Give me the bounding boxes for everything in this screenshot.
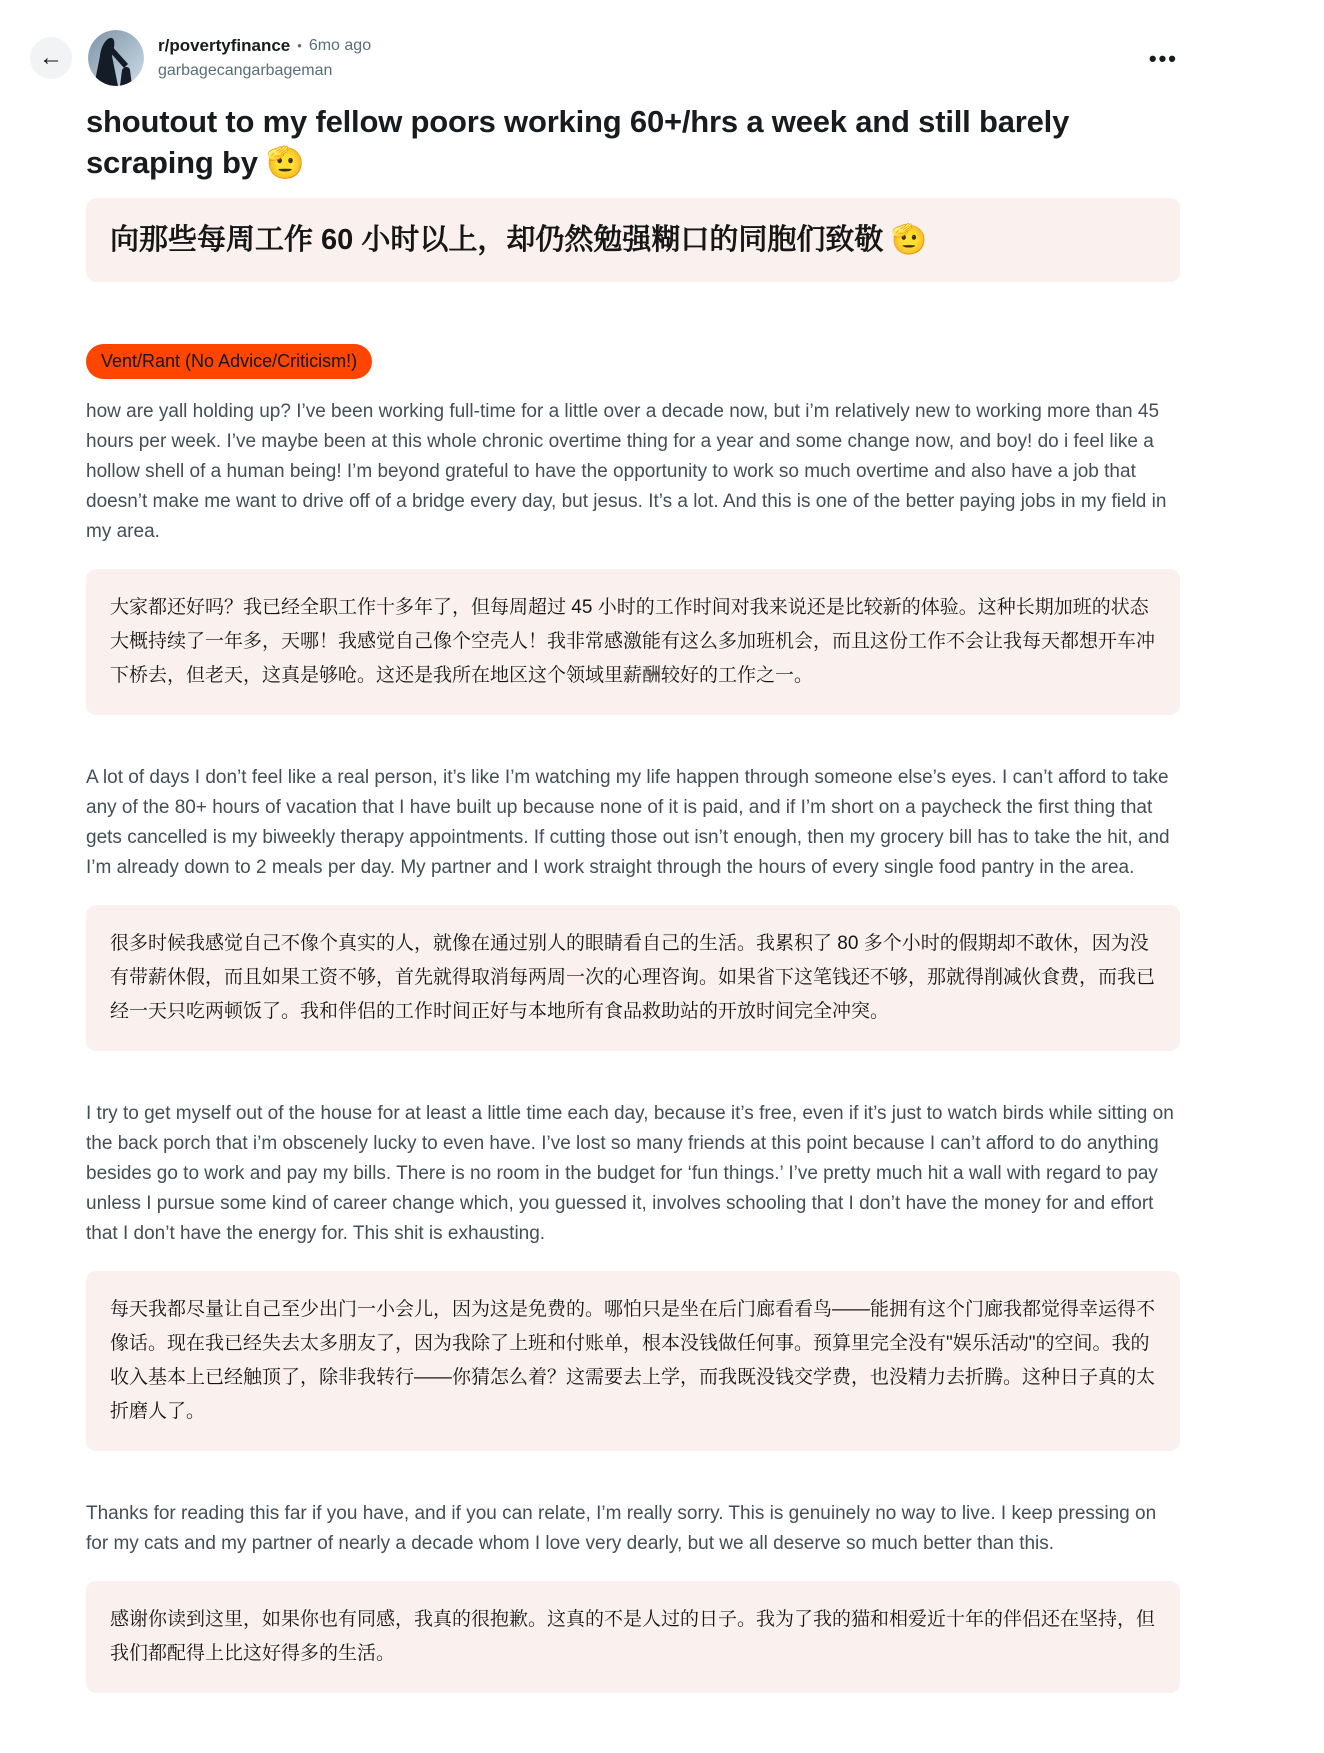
post-paragraph-en: how are yall holding up? I’ve been working full-time for a little over a decade now, but i’m relatively new to working more than 45 hours per week. I’ve maybe been at this whole chronic overtime thing for a year and some change now, and boy! do i feel like a hollow shell of a human being! I’m beyond grateful to have the opportunity to work so much overtime and also have a job that doesn’t make me want to drive off of a bridge every day, but jesus. It’s a lot. And this is one of the better paying jobs in my field in my area. xyxy=(86,401,1167,543)
post-timestamp: 6mo ago xyxy=(308,37,372,55)
post-meta xyxy=(158,35,371,82)
subreddit-avatar[interactable] xyxy=(88,30,144,86)
post-title: shoutout to my fellow poors working 60+/hrs a week and still barely scraping by 🫡 xyxy=(86,104,1070,180)
meta-separator: • xyxy=(297,38,302,54)
post-paragraph-translation: 大家都还好吗？我已经全职工作十多年了，但每周超过 45 小时的工作时间对我来说还是比较新的体验。这种长期加班的状态大概持续了一年多，天哪！我感觉自己像个空壳人！我非常感激能有这么多加班机会，而且这份工作不会让我每天都想开车冲下桥去，但老天，这真是够呛。这还是我所在地区这个领域里薪酬较好的工作之一。 xyxy=(86,569,1180,715)
post-paragraph-translation: 感谢你读到这里，如果你也有同感，我真的很抱歉。这真的不是人过的日子。我为了我的猫和相爱近十年的伴侣还在坚持，但我们都配得上比这好得多的生活。 xyxy=(86,1581,1180,1693)
overflow-menu-button[interactable] xyxy=(1147,44,1180,74)
post-paragraph-translation: 每天我都尽量让自己至少出门一小会儿，因为这是免费的。哪怕只是坐在后门廊看看鸟——能拥有这个门廊我都觉得幸运得不像话。现在我已经失去太多朋友了，因为我除了上班和付账单，根本没钱做任何事。预算里完全没有"娱乐活动"的空间。我的收入基本上已经触顶了，除非我转行——你猜怎么着？这需要去上学，而我既没钱交学费，也没精力去折腾。这种日子真的太折磨人了。 xyxy=(86,1271,1180,1451)
back-button[interactable] xyxy=(30,37,72,79)
post-flair-badge[interactable]: Vent/Rant (No Advice/Criticism!) xyxy=(86,344,372,379)
post-title-translation: 向那些每周工作 60 小时以上，却仍然勉强糊口的同胞们致敬 🫡 xyxy=(86,198,1180,283)
post-paragraph-en: Thanks for reading this far if you have, and if you can relate, I’m really sorry. This is genuinely no way to live. I keep pressing on for my cats and my partner of nearly a decade whom I love very dearly, but we all deserve so much better than this. xyxy=(86,1503,1157,1555)
post-paragraph-en: I try to get myself out of the house for at least a little time each day, because it’s free, even if it’s just to watch birds while sitting on the back porch that i’m obscenely lucky to even have. I’ve lost so many friends at this point because I can’t afford to do anything besides go to work and pay my bills. There is no room in the budget for ‘fun things.’ I’ve pretty much hit a wall with regard to pay unless I pursue some kind of career change which, you guessed it, involves schooling that I don’t have the money for and effort that I don’t have the energy for. This shit is exhausting. xyxy=(86,1103,1174,1245)
back-arrow-icon: ← xyxy=(39,44,63,71)
post-author[interactable]: garbagecangarbageman xyxy=(158,61,333,79)
post-paragraph-translation: 很多时候我感觉自己不像个真实的人，就像在通过别人的眼睛看自己的生活。我累积了 80 多个小时的假期却不敢休，因为没有带薪休假，而且如果工资不够，首先就得取消每两周一次的心理咨询。如果省下这笔钱还不够，那就得削减伙食费，而我已经一天只吃两顿饭了。我和伴侣的工作时间正好与本地所有食品救助站的开放时间完全冲突。 xyxy=(86,905,1180,1051)
post-header xyxy=(30,30,1180,86)
avatar-image xyxy=(88,30,144,86)
ellipsis-icon: ••• xyxy=(1148,46,1178,71)
post-paragraph-en: A lot of days I don’t feel like a real person, it’s like I’m watching my life happen through someone else’s eyes. I can’t afford to take any of the 80+ hours of vacation that I have built up because none of it is paid, and if I’m short on a paycheck the first thing that gets cancelled is my biweekly therapy appointments. If cutting those out isn’t enough, then my grocery bill has to take the hit, and I’m already down to 2 meals per day. My partner and I work straight through the hours of every single food pantry in the area. xyxy=(86,767,1170,879)
subreddit-name[interactable]: r/povertyfinance xyxy=(158,35,291,55)
